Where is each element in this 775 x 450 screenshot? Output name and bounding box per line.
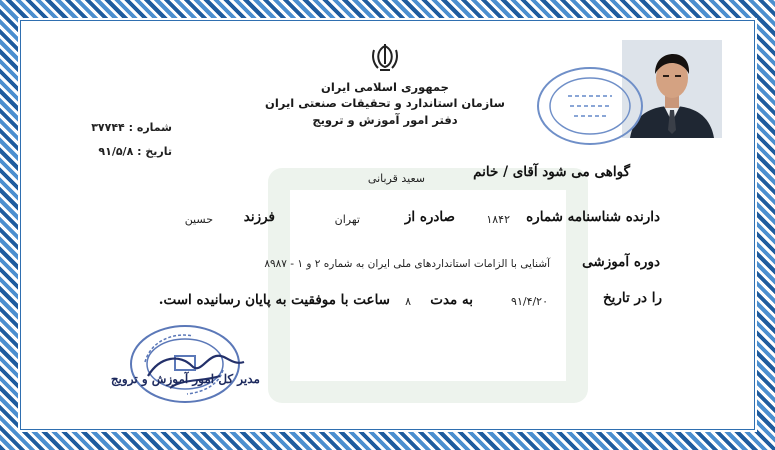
course-label: دوره آموزشی bbox=[582, 254, 660, 270]
duration-value: ۸ bbox=[405, 295, 411, 308]
certificate-number: شماره : ۳۷۷۴۴ bbox=[91, 121, 172, 134]
watermark-logo bbox=[268, 168, 588, 403]
certify-label: گواهی می شود آقای / خانم bbox=[473, 164, 630, 180]
issued-city: تهران bbox=[334, 213, 360, 226]
duration-label: به مدت bbox=[430, 292, 473, 308]
issued-label: صادره از bbox=[404, 209, 455, 225]
iran-emblem-icon bbox=[370, 42, 400, 74]
course-name: آشنایی با الزامات استانداردهای ملی ایران به شماره ۲ و ۱ - ۸۹۸۷ bbox=[264, 258, 550, 270]
header-line-2: سازمان استاندارد و تحقیقات صنعتی ایران bbox=[265, 96, 505, 110]
date-label: را در تاریخ bbox=[602, 290, 662, 306]
signature-icon bbox=[140, 336, 260, 396]
id-label: دارنده شناسنامه شماره bbox=[526, 209, 660, 225]
id-number: ۱۸۴۲ bbox=[486, 213, 510, 226]
circular-stamp-icon bbox=[530, 62, 650, 150]
certificate-date: تاریخ : ۹۱/۵/۸ bbox=[98, 145, 172, 158]
signature-title: مدیر کل امور آموزش و ترویج bbox=[110, 372, 260, 386]
completion-text: ساعت با موفقیت به پایان رسانیده است. bbox=[158, 292, 390, 308]
child-label: فرزند bbox=[243, 209, 275, 225]
holder-name: سعید قربانی bbox=[367, 172, 425, 185]
header-line-1: جمهوری اسلامی ایران bbox=[321, 80, 449, 94]
father-name: حسین bbox=[184, 213, 213, 226]
course-date: ۹۱/۴/۲۰ bbox=[511, 295, 548, 308]
header-line-3: دفتر امور آموزش و ترویج bbox=[312, 113, 458, 127]
